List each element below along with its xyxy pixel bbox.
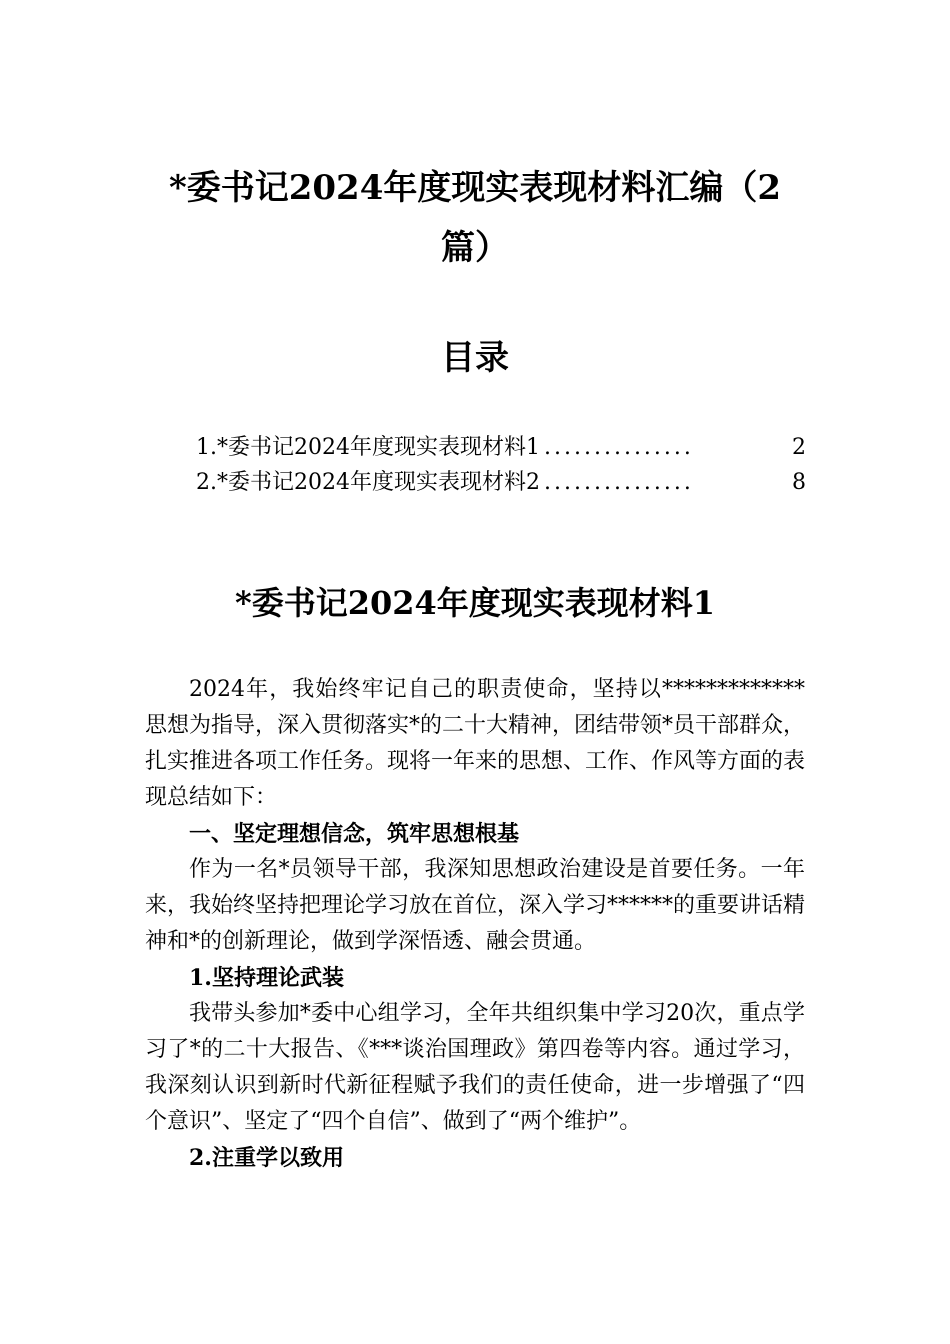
toc-entry-number: 1. bbox=[196, 435, 217, 460]
body-text bbox=[145, 672, 805, 1176]
toc-entry-leader: ............... bbox=[544, 435, 694, 460]
subsection-heading: 1.坚持理论武装 bbox=[189, 965, 344, 991]
section-title: *委书记2024年度现实表现材料1 bbox=[234, 584, 716, 622]
toc-entry[interactable] bbox=[196, 465, 806, 500]
toc-entry-text: *委书记2024年度现实表现材料1 bbox=[217, 435, 540, 460]
toc-entry[interactable] bbox=[196, 430, 806, 465]
toc-entry-page: 2 bbox=[792, 435, 806, 460]
paragraph: 作为一名*员领导干部，我深知思想政治建设是首要任务。一年来，我始终坚持把理论学习放在首位，深入学习******的重要讲话精神和*的创新理论，做到学深悟透、融会贯通。 bbox=[145, 857, 806, 954]
section-heading: 一、坚定理想信念，筑牢思想根基 bbox=[189, 821, 520, 847]
table-of-contents bbox=[196, 430, 806, 500]
toc-entry-leader: ............... bbox=[544, 470, 694, 495]
subsection-heading: 2.注重学以致用 bbox=[189, 1145, 344, 1171]
document-title: *委书记2024年度现实表现材料汇编（2篇） bbox=[168, 168, 782, 268]
intro-paragraph: 2024年，我始终牢记自己的职责使命，坚持以*************思想为指导，深入贯彻落实*的二十大精神，团结带领*员干部群众，扎实推进各项工作任务。现将一年来的思想、工作、作风等方面的表现总结如下： bbox=[145, 677, 806, 810]
paragraph: 我带头参加*委中心组学习，全年共组织集中学习20次，重点学习了*的二十大报告、《***谈治国理政》第四卷等内容。通过学习，我深刻认识到新时代新征程赋予我们的责任使命，进一步增强了“四个意识”、坚定了“四个自信”、做到了“两个维护”。 bbox=[145, 1001, 805, 1134]
toc-heading: 目录 bbox=[441, 338, 509, 378]
toc-entry-number: 2. bbox=[196, 470, 217, 495]
toc-entry-text: *委书记2024年度现实表现材料2 bbox=[217, 470, 540, 495]
toc-entry-page: 8 bbox=[792, 470, 806, 495]
